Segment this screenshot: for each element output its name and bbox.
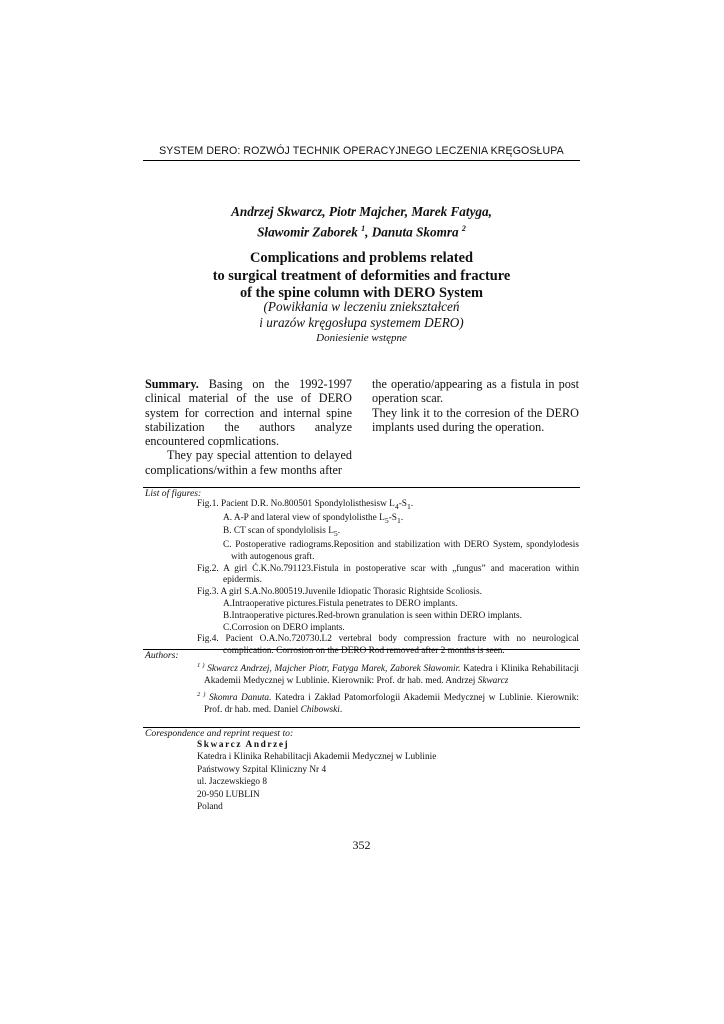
header-divider: [143, 160, 580, 161]
address-line: ul. Jaczewskiego 8: [197, 777, 267, 788]
summary-paragraph-4: They link it to the corresion of the DERO implants used during the operation.: [372, 405, 579, 434]
figure-list: [197, 499, 579, 658]
correspondence-address: [197, 739, 497, 813]
author-affiliations: [197, 660, 579, 717]
address-line: 20-950 LUBLIN: [197, 789, 260, 800]
polish-subtitle: (Powikłania w leczeniu zniekształceń i urazów kręgosłupa systemem DERO): [259, 299, 464, 330]
paper-title: Complications and problems related to surgical treatment of deformities and fracture of the spine column with DERO System: [212, 250, 511, 301]
correspondence-name: Skwarcz Andrzej: [197, 740, 290, 750]
figure-item: Fig.3. A girl S.A.No.800519.Juvenile Idiopatic Thorasic Rightside Scoliosis.: [197, 587, 482, 598]
figure-subitem: B.Intraoperative pictures.Red-brown granulation is seen within DERO implants.: [223, 610, 522, 621]
running-header: SYSTEM DERO: ROZWÓJ TECHNIK OPERACYJNEGO LECZENIA KRĘGOSŁUPA: [159, 145, 564, 157]
figure-subitem: A.Intraoperative pictures.Fistula penetrates to DERO implants.: [223, 598, 458, 609]
authors-label: Authors:: [145, 650, 179, 661]
author-list: [143, 203, 580, 240]
paper-type-note: Doniesienie wstępne: [316, 332, 407, 344]
figures-label: List of figures:: [145, 488, 202, 499]
author-line-1: Andrzej Skwarcz, Piotr Majcher, Marek Fatyga,: [231, 204, 492, 219]
affiliation-2: $^{2 )}$ Skomra Danuta. Katedra i Zakład Patomorfologii Akademii Medycznej w Lublinie. Kierownik: Prof. dr hab. med. Daniel Chibowski.: [197, 690, 579, 715]
author-line-2: Sławomir Zaborek $^1$, Danuta Skomra $^2$: [257, 224, 466, 240]
summary-paragraph-2: They pay special attention to delayed complications/within a few months after: [145, 448, 352, 477]
summary-paragraph-3: the operatio/appearing as a fistula in post operation scar.: [372, 377, 579, 406]
summary-label: Summary.: [145, 377, 199, 391]
figure-subitem: C. Postoperative radiograms.Reposition and stabilization with DERO System, spondylodesis with autogenous graft.: [223, 539, 579, 562]
figures-divider: [143, 487, 580, 488]
summary-paragraph-1: Summary. Basing on the 1992-1997 clinical material of the use of DERO system for correction and internal spine stabilization the authors analyze encountered copmlications.: [145, 377, 352, 449]
address-line: Katedra i Klinika Rehabilitacji Akademii Medycznej w Lublinie: [197, 752, 437, 763]
correspondence-label: Corespondence and reprint request to:: [145, 728, 294, 739]
figure-item: Fig.2. A girl Ć.K.No.791123.Fistula in postoperative scar with „fungus” and maceration within epidermis.: [197, 563, 579, 586]
page-number: 352: [352, 838, 371, 852]
figure-subitem: B. CT scan of spondylolisis $L_5$.: [223, 526, 341, 539]
authors-divider: [143, 649, 580, 650]
affiliation-1: $^{1 )}$ Skwarcz Andrzej, Majcher Piotr, Fatyga Marek, Zaborek Sławomir. Katedra i Klinika Rehabilitacji Akademii Medycznej w Lublinie. Kierownik: Prof. dr hab. med. Andrzej Skwarcz: [197, 662, 579, 686]
address-line: Poland: [197, 802, 223, 813]
figure-item: Fig.1. Pacient D.R. No.800501 Spondylolisthesisw $L_4-S_1$.: [197, 499, 414, 511]
summary-left-column: [145, 377, 352, 477]
summary-right-column: [372, 377, 579, 434]
figure-item: Fig.4. Pacient O.A.No.720730.L2 vertebral body compression fracture with no neurological complication. Corrosion on the DERO Rod removed after 2 months is seen.: [197, 634, 579, 657]
address-line: Państwowy Szpital Kliniczny Nr 4: [197, 764, 327, 775]
figure-subitem: A. A-P and lateral view of spondylolisthe $L_5-S_1$.: [223, 512, 404, 525]
figure-subitem: C.Corrosion on DERO implants.: [223, 622, 345, 633]
